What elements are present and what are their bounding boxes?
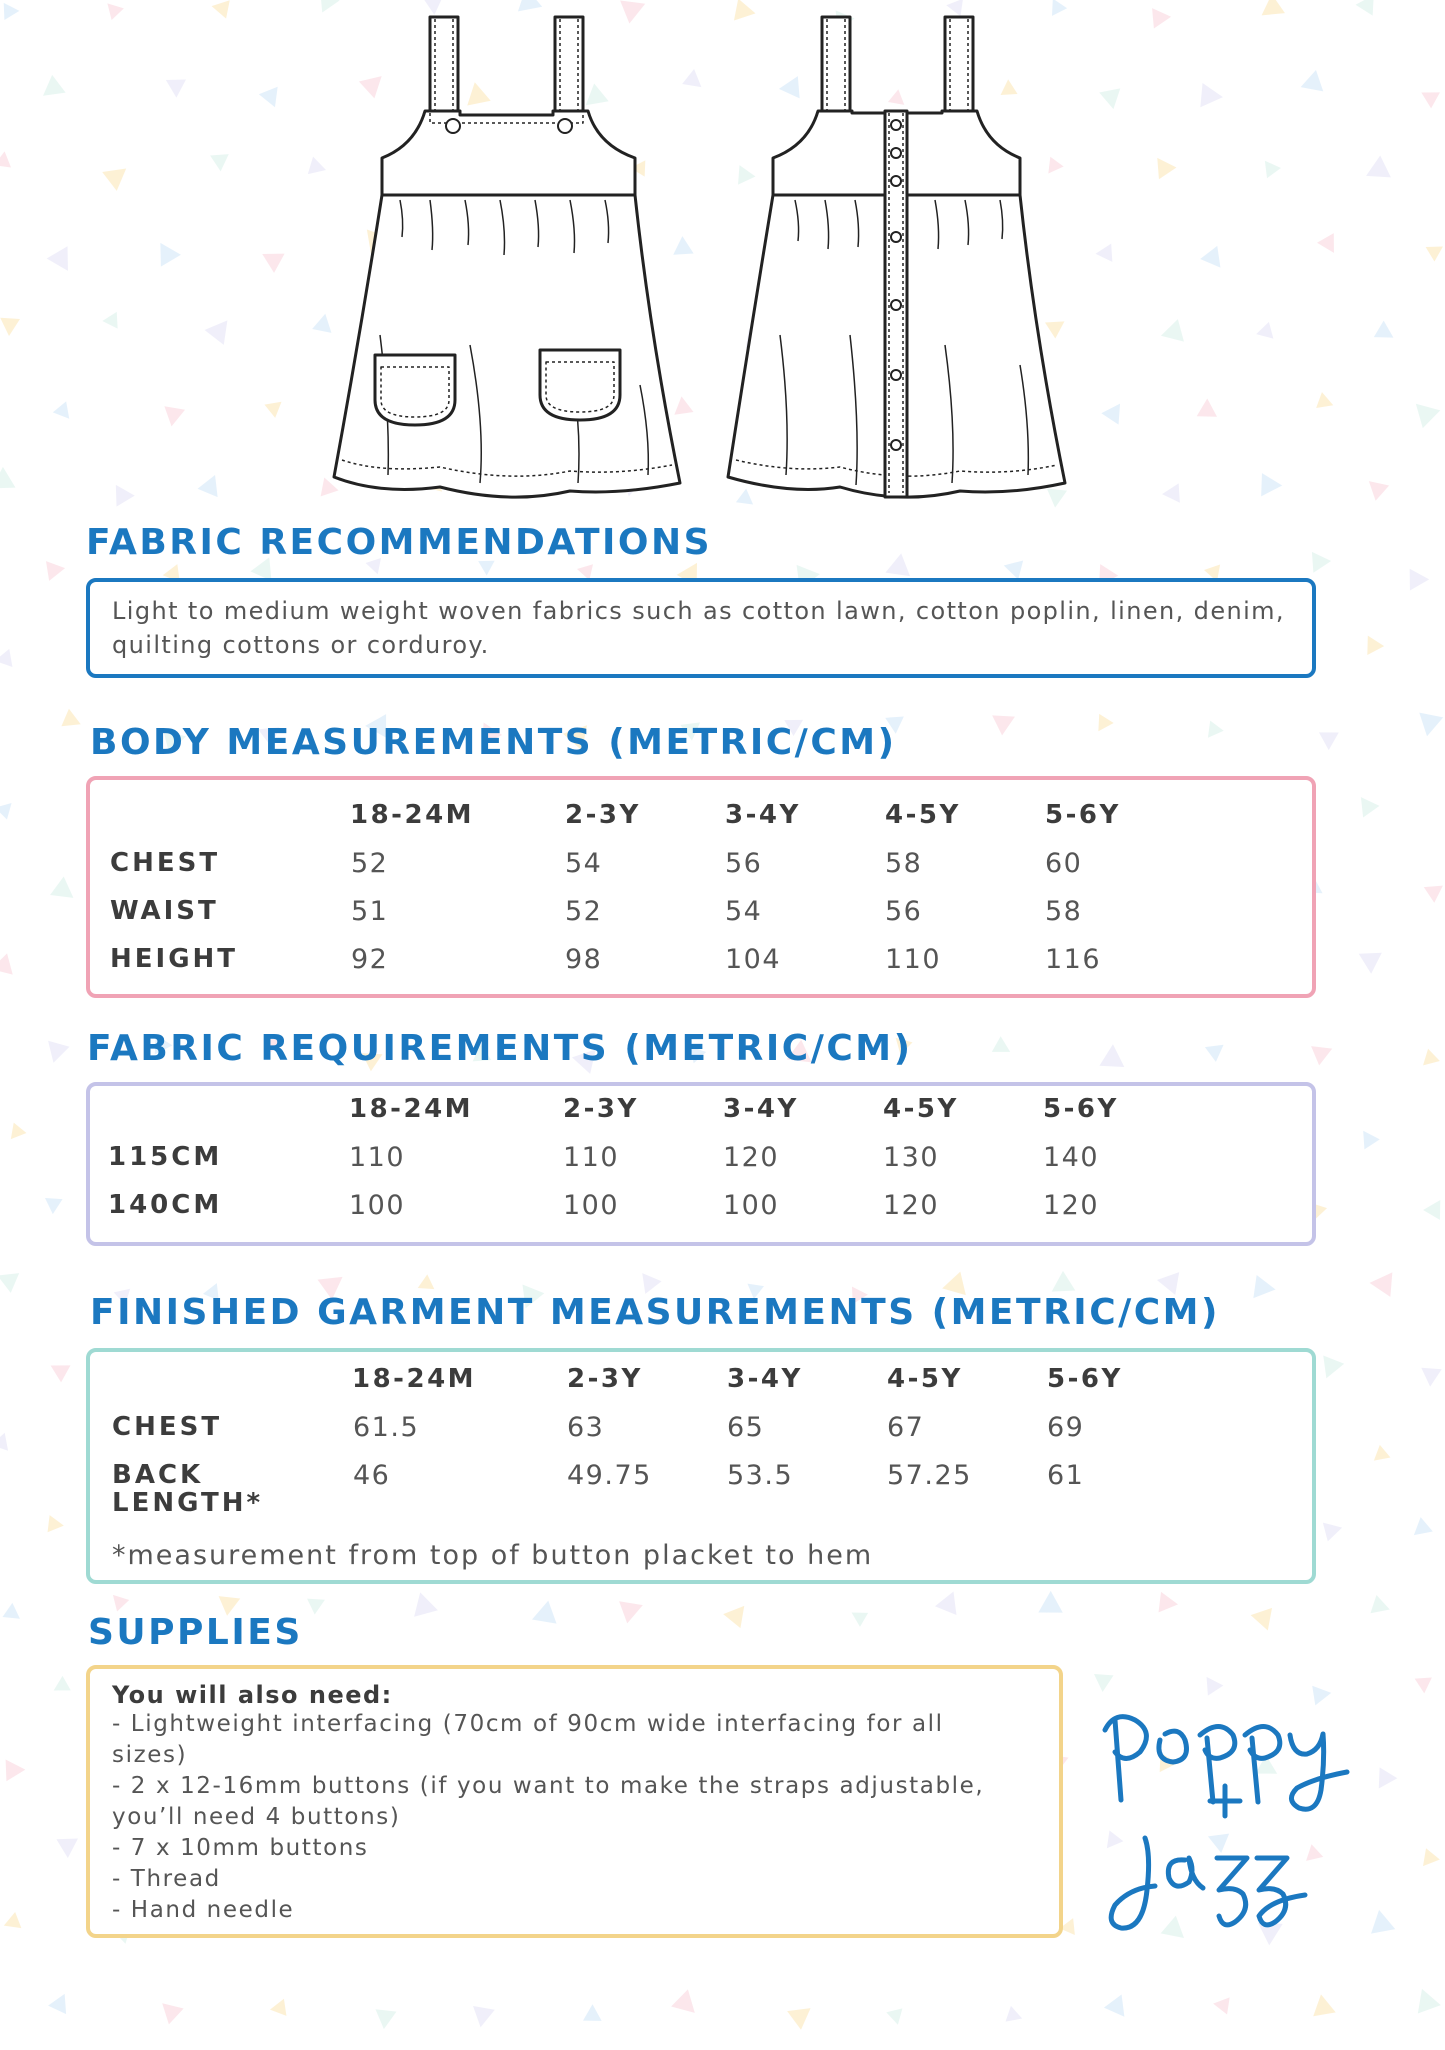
confetti-triangle	[723, 1599, 753, 1628]
confetti-triangle	[1251, 1608, 1279, 1634]
row-label: CHEST	[110, 848, 221, 878]
size-header: 4-5Y	[887, 1364, 963, 1394]
confetti-triangle	[1417, 1049, 1440, 1072]
confetti-triangle	[992, 707, 1020, 736]
supply-item: - Hand needle	[112, 1897, 295, 1923]
confetti-triangle	[205, 313, 237, 345]
confetti-triangle	[886, 2008, 906, 2026]
body-measurements-table	[86, 776, 1316, 998]
size-header: 18-24M	[350, 800, 475, 830]
confetti-triangle	[48, 1990, 74, 2014]
confetti-triangle	[1356, 1126, 1380, 1150]
confetti-triangle	[161, 406, 185, 428]
body-measurements-heading: BODY MEASUREMENTS (METRIC/CM)	[90, 722, 897, 763]
confetti-triangle	[1159, 1592, 1180, 1615]
confetti-triangle	[1297, 70, 1323, 98]
confetti-triangle	[101, 0, 124, 20]
confetti-triangle	[1408, 1517, 1433, 1542]
confetti-triangle	[50, 876, 80, 907]
confetti-triangle	[102, 312, 118, 330]
confetti-triangle	[1316, 392, 1336, 413]
confetti-triangle	[1091, 714, 1114, 736]
fabric-recommendations-line: quilting cottons or corduroy.	[112, 631, 490, 659]
confetti-triangle	[1356, 0, 1383, 16]
confetti-triangle	[1316, 1355, 1344, 1382]
confetti-triangle	[0, 1266, 19, 1293]
confetti-triangle	[1161, 483, 1179, 503]
confetti-triangle	[0, 150, 13, 167]
row-label: WAIST	[110, 896, 219, 926]
confetti-triangle	[48, 1515, 65, 1534]
confetti-triangle	[528, 1601, 557, 1631]
supplies-heading: SUPPLIES	[88, 1612, 303, 1653]
size-header: 5-6Y	[1043, 1094, 1119, 1124]
table-cell: 98	[565, 944, 603, 975]
finished-garment-heading: FINISHED GARMENT MEASUREMENTS (METRIC/CM)	[90, 1292, 1220, 1333]
row-label: 140CM	[108, 1190, 223, 1220]
confetti-triangle	[1038, 1591, 1063, 1613]
confetti-triangle	[848, 1606, 869, 1627]
confetti-triangle	[1255, 0, 1285, 25]
confetti-triangle	[1362, 474, 1389, 501]
confetti-triangle	[4, 2, 20, 20]
confetti-triangle	[269, 1999, 287, 2018]
dress-technical-drawings	[320, 5, 1140, 520]
confetti-triangle	[1152, 7, 1172, 29]
confetti-triangle	[1359, 953, 1383, 975]
confetti-triangle	[1424, 878, 1445, 903]
confetti-triangle	[1319, 732, 1339, 750]
size-header: 3-4Y	[725, 800, 801, 830]
table-cell: 100	[723, 1190, 780, 1221]
confetti-triangle	[1104, 1994, 1133, 2023]
table-cell: 120	[1043, 1190, 1100, 1221]
confetti-triangle	[6, 1759, 26, 1781]
table-cell: 110	[349, 1142, 406, 1173]
confetti-triangle	[0, 797, 17, 819]
table-cell: 52	[351, 848, 389, 879]
confetti-triangle	[408, 1589, 438, 1617]
confetti-triangle	[992, 1036, 1015, 1059]
confetti-triangle	[1416, 1848, 1440, 1871]
footnote: *measurement from top of button placket to hem	[112, 1540, 874, 1571]
table-cell: 58	[885, 848, 923, 879]
table-cell: 52	[565, 896, 603, 927]
confetti-triangle	[155, 1995, 184, 2024]
size-header: 2-3Y	[563, 1094, 639, 1124]
row-label: 115CM	[108, 1142, 223, 1172]
confetti-triangle	[50, 1676, 71, 1698]
table-cell: 61.5	[353, 1412, 420, 1443]
confetti-triangle	[1099, 1044, 1125, 1067]
confetti-triangle	[1317, 233, 1342, 257]
confetti-triangle	[1361, 155, 1391, 186]
confetti-triangle	[1, 1912, 22, 1934]
confetti-triangle	[0, 953, 13, 979]
supply-item: - Thread	[112, 1866, 221, 1892]
supply-item: sizes)	[112, 1742, 188, 1768]
table-cell: 110	[563, 1142, 620, 1173]
confetti-triangle	[1311, 1039, 1336, 1065]
table-cell: 65	[727, 1412, 765, 1443]
table-cell: 57.25	[887, 1460, 972, 1491]
dress-back-view	[728, 17, 1065, 497]
confetti-triangle	[1426, 239, 1445, 261]
confetti-triangle	[1310, 1992, 1336, 2016]
confetti-triangle	[166, 80, 187, 98]
confetti-triangle	[1359, 631, 1384, 655]
confetti-triangle	[4, 1123, 26, 1145]
confetti-triangle	[107, 1589, 129, 1611]
size-header: 3-4Y	[727, 1364, 803, 1394]
table-cell: 120	[723, 1142, 780, 1173]
size-header: 2-3Y	[565, 800, 641, 830]
table-cell: 69	[1047, 1412, 1085, 1443]
confetti-triangle	[1370, 1767, 1397, 1794]
table-cell: 46	[353, 1460, 391, 1491]
confetti-triangle	[1407, 395, 1440, 428]
table-cell: 63	[567, 1412, 605, 1443]
confetti-triangle	[0, 466, 15, 488]
confetti-triangle	[43, 1041, 70, 1066]
table-cell: 53.5	[727, 1460, 794, 1491]
supply-item: - Lightweight interfacing (70cm of 90cm wide interfacing for all	[112, 1711, 944, 1737]
confetti-triangle	[198, 471, 226, 497]
confetti-triangle	[257, 244, 285, 273]
confetti-triangle	[0, 649, 12, 670]
confetti-triangle	[1415, 1678, 1433, 1694]
row-label: HEIGHT	[110, 944, 239, 974]
table-cell: 56	[885, 896, 923, 927]
table-cell: 120	[883, 1190, 940, 1221]
size-header: 2-3Y	[567, 1364, 643, 1394]
confetti-triangle	[107, 479, 135, 506]
poppy-jazz-logo	[1085, 1690, 1365, 1950]
table-cell: 92	[351, 944, 389, 975]
size-header: 4-5Y	[883, 1094, 959, 1124]
table-cell: 104	[725, 944, 782, 975]
supply-item: you’ll need 4 buttons)	[112, 1804, 401, 1830]
confetti-triangle	[1312, 551, 1332, 573]
table-cell: 58	[1045, 896, 1083, 927]
dress-front-view	[334, 17, 680, 497]
confetti-triangle	[1197, 398, 1218, 417]
row-label: BACK	[112, 1460, 204, 1490]
confetti-triangle	[61, 709, 84, 733]
confetti-triangle	[1423, 1195, 1445, 1220]
confetti-triangle	[307, 1592, 329, 1615]
size-header: 5-6Y	[1047, 1364, 1123, 1394]
fabric-recommendations-box	[86, 578, 1316, 678]
confetti-triangle	[634, 1267, 661, 1294]
confetti-triangle	[470, 2006, 495, 2029]
size-header: 18-24M	[349, 1094, 474, 1124]
table-cell: 110	[885, 944, 942, 975]
confetti-triangle	[264, 395, 286, 418]
table-cell: 61	[1047, 1460, 1085, 1491]
confetti-triangle	[1353, 791, 1380, 817]
fabric-recommendations-line: Light to medium weight woven fabrics such as cotton lawn, cotton poplin, linen, denim,	[112, 597, 1285, 625]
supplies-intro: You will also need:	[112, 1681, 393, 1709]
confetti-triangle	[2, 1603, 24, 1626]
confetti-triangle	[210, 154, 230, 172]
confetti-triangle	[46, 1357, 71, 1382]
fabric-recommendations-heading: FABRIC RECOMMENDATIONS	[86, 522, 713, 563]
supply-item: - 2 x 12-16mm buttons (if you want to make the straps adjustable,	[112, 1773, 985, 1799]
row-label-continued: LENGTH*	[112, 1488, 264, 1518]
confetti-triangle	[373, 2009, 396, 2030]
confetti-triangle	[787, 1999, 817, 2030]
table-cell: 100	[349, 1190, 406, 1221]
confetti-triangle	[1367, 1908, 1395, 1934]
confetti-triangle	[102, 159, 133, 191]
confetti-triangle	[56, 1838, 78, 1858]
confetti-triangle	[1369, 1271, 1393, 1297]
confetti-triangle	[1410, 569, 1430, 591]
confetti-triangle	[671, 1989, 703, 2021]
confetti-triangle	[1001, 556, 1023, 579]
confetti-triangle	[1415, 713, 1443, 739]
confetti-triangle	[1323, 1518, 1345, 1541]
table-cell: 140	[1043, 1142, 1100, 1173]
table-cell: 130	[883, 1142, 940, 1173]
confetti-triangle	[47, 246, 79, 277]
size-header: 3-4Y	[723, 1094, 799, 1124]
confetti-triangle	[1261, 473, 1282, 497]
confetti-triangle	[210, 0, 230, 19]
size-header: 5-6Y	[1045, 800, 1121, 830]
confetti-triangle	[1006, 2006, 1025, 2026]
table-cell: 54	[725, 896, 763, 927]
confetti-triangle	[150, 237, 181, 267]
confetti-triangle	[0, 1430, 13, 1451]
table-cell: 51	[351, 896, 389, 927]
fabric-requirements-heading: FABRIC REQUIREMENTS (METRIC/CM)	[87, 1028, 913, 1069]
confetti-triangle	[1205, 1037, 1229, 1062]
confetti-triangle	[1417, 84, 1440, 108]
confetti-triangle	[46, 558, 67, 581]
confetti-triangle	[1374, 321, 1398, 346]
size-header: 18-24M	[352, 1364, 477, 1394]
confetti-triangle	[1420, 1368, 1442, 1388]
confetti-triangle	[1201, 721, 1224, 743]
row-label: CHEST	[112, 1412, 223, 1442]
confetti-triangle	[1258, 156, 1281, 179]
confetti-triangle	[1155, 1269, 1179, 1295]
confetti-triangle	[36, 75, 65, 105]
table-cell: 54	[565, 848, 603, 879]
confetti-triangle	[1253, 1275, 1277, 1301]
table-cell: 56	[725, 848, 763, 879]
confetti-triangle	[1370, 1595, 1392, 1619]
confetti-triangle	[1200, 83, 1224, 109]
supplies-box	[86, 1665, 1063, 1938]
confetti-triangle	[0, 318, 20, 337]
supply-item: - 7 x 10mm buttons	[112, 1835, 369, 1861]
fabric-requirements-table	[86, 1082, 1316, 1246]
table-cell: 116	[1045, 944, 1102, 975]
table-cell: 60	[1045, 848, 1083, 879]
confetti-triangle	[1200, 246, 1229, 274]
confetti-triangle	[1149, 152, 1177, 179]
confetti-triangle	[1369, 1445, 1391, 1467]
confetti-triangle	[619, 1594, 647, 1623]
confetti-triangle	[44, 1198, 63, 1215]
confetti-triangle	[1254, 322, 1273, 343]
confetti-triangle	[1410, 1985, 1440, 2014]
table-cell: 100	[563, 1190, 620, 1221]
confetti-triangle	[1212, 1995, 1230, 2014]
table-cell: 67	[887, 1412, 925, 1443]
confetti-triangle	[935, 1587, 964, 1615]
confetti-triangle	[259, 87, 285, 111]
size-header: 4-5Y	[885, 800, 961, 830]
confetti-triangle	[1158, 319, 1184, 347]
confetti-triangle	[583, 2004, 602, 2021]
confetti-triangle	[53, 401, 76, 424]
table-cell: 49.75	[567, 1460, 652, 1491]
